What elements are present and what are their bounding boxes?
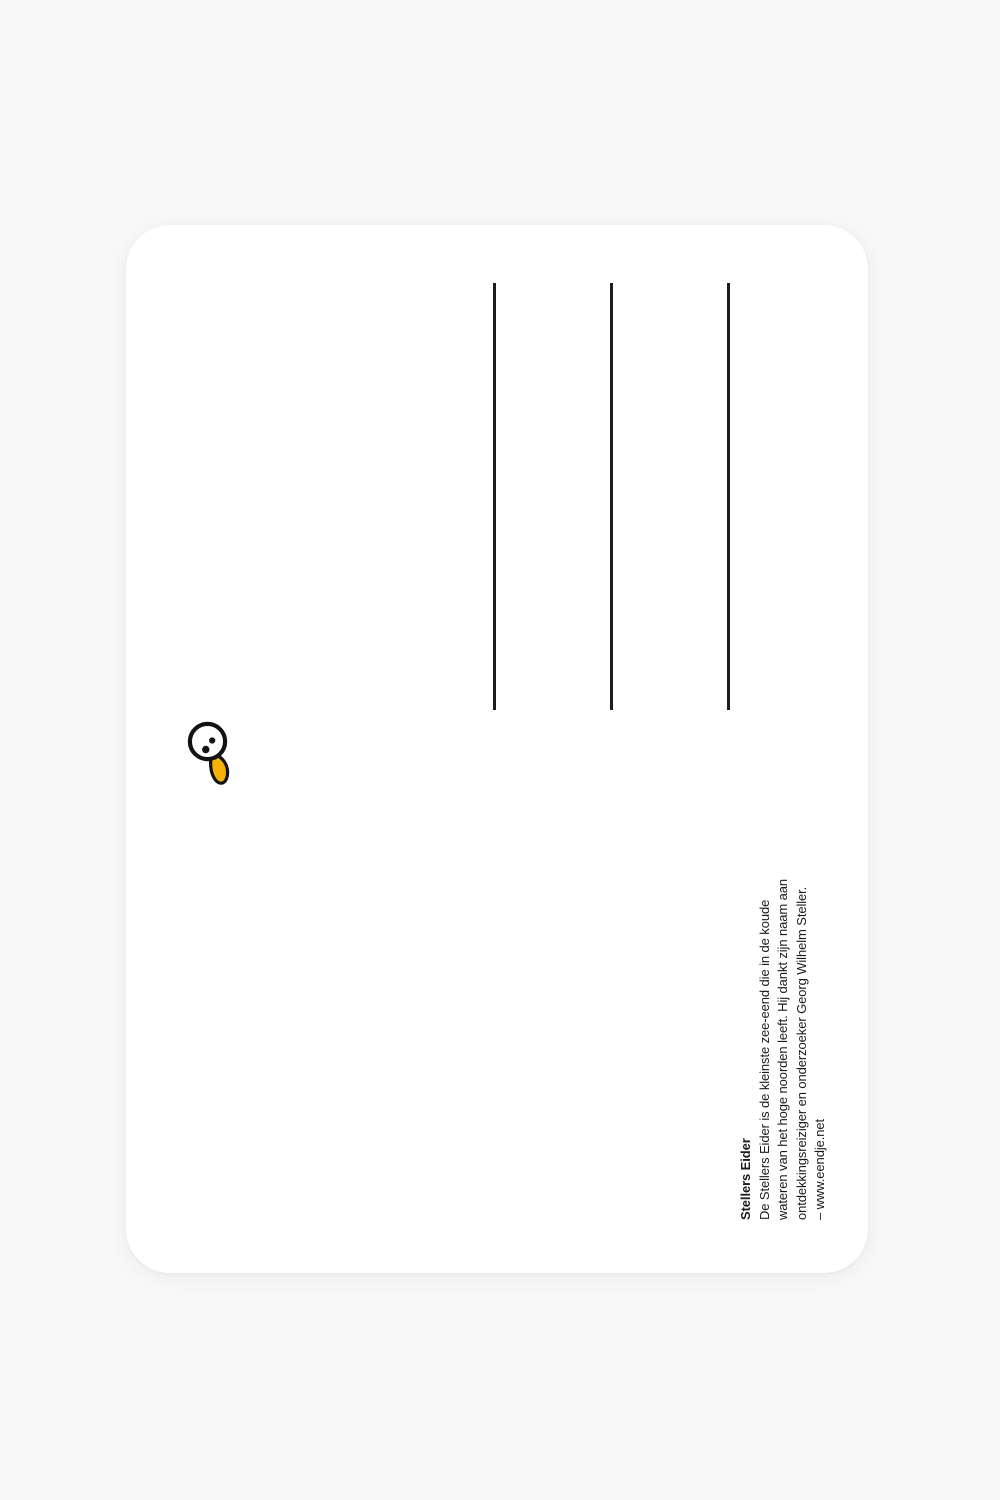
- species-description-line-2: wateren van het hoge noorden leeft. Hij dankt zijn naam aan: [775, 879, 790, 1220]
- website-url: – www.eendje.net: [812, 1118, 827, 1220]
- duck-eye-lower-icon: [202, 746, 209, 753]
- species-description-line-1: De Stellers Eider is de kleinste zee-eend die in de koude: [756, 899, 772, 1220]
- species-title: Stellers Eider: [738, 1138, 753, 1220]
- species-description-line-3: ontdekkingsreiziger en onderzoeker Georg Wilhelm Steller.: [793, 886, 809, 1220]
- postcard-back: [126, 225, 868, 1273]
- duck-eye-icon: [209, 737, 215, 743]
- species-info-text: [737, 879, 830, 1220]
- duck-head: [190, 724, 225, 759]
- address-line-3: [727, 283, 730, 710]
- duck-logo-icon: [180, 715, 244, 795]
- address-line-2: [610, 283, 613, 710]
- address-line-1: [493, 283, 496, 710]
